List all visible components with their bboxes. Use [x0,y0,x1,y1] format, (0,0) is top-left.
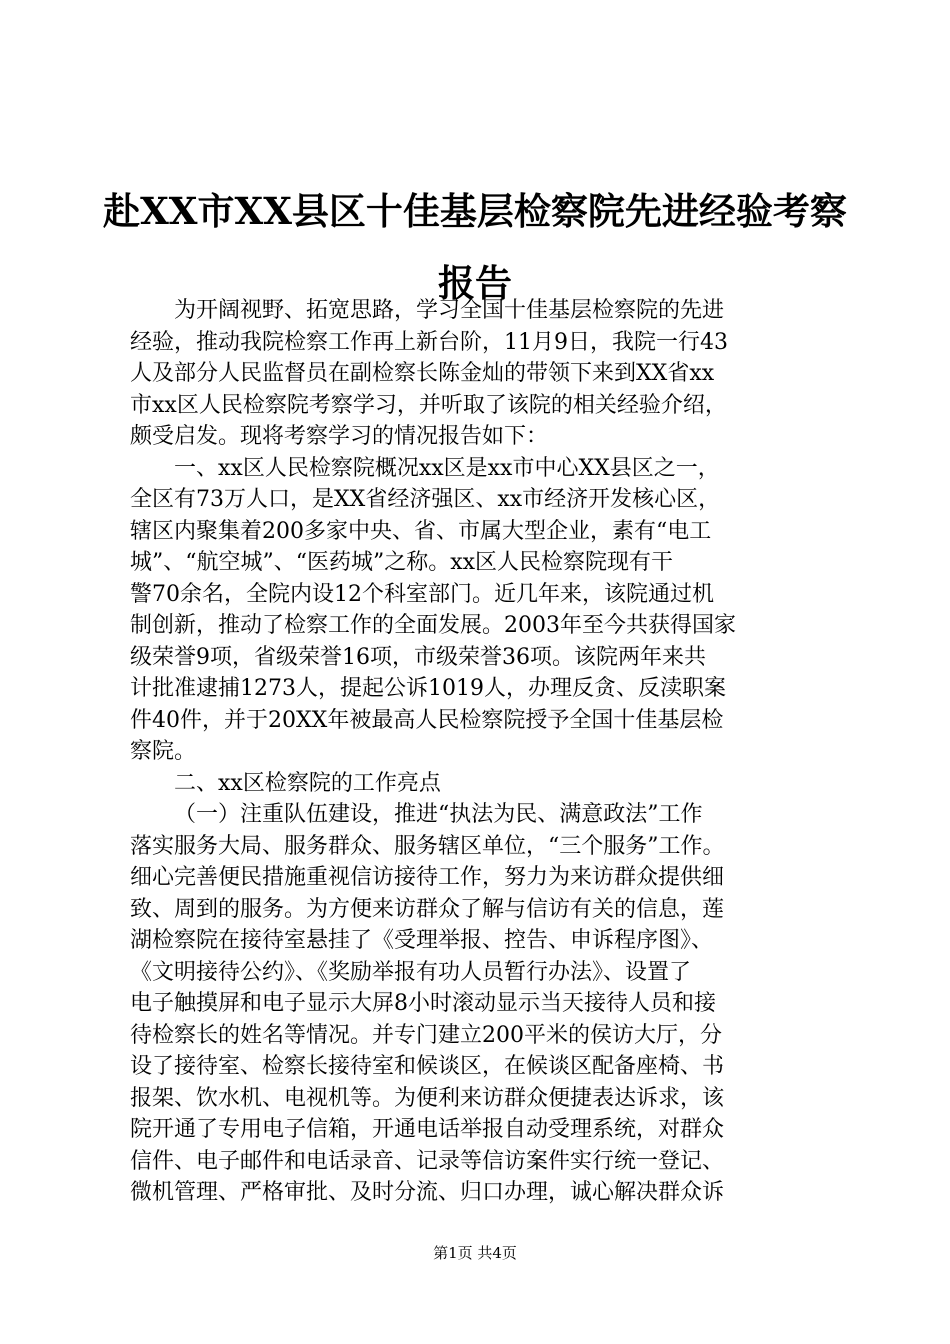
paragraph-line: 级荣誉9项，省级荣誉16项，市级荣誉36项。该院两年来共 [130,644,706,670]
paragraph-line: 细心完善便民措施重视信访接待工作，努力为来访群众提供细 [130,865,725,890]
paragraph-line: 人及部分人民监督员在副检察长陈金灿的带领下来到XX省xx [130,361,715,386]
title-line-2: 报告 [438,261,512,305]
document-body [130,295,830,1209]
paragraph-line: 计批准逮捕1273人，提起公诉1019人，办理反贪、反渎职案 [130,676,726,701]
paragraph-line: 察院。 [130,739,197,764]
paragraph-line: 待检察长的姓名等情况。并专门建立200平米的侯访大厅，分 [130,1022,722,1048]
paragraph-line: 警70余名，全院内设12个科室部门。近几年来，该院通过机 [130,581,714,607]
paragraph-line: 《文明接待公约》、《奖励举报有功人员暂行办法》、设置了 [130,959,692,985]
paragraph-line: 辖区内聚集着200多家中央、省、市属大型企业，素有“电工 [130,518,712,544]
paragraph-line: 致、周到的服务。为方便来访群众了解与信访有关的信息，莲 [130,896,725,922]
paragraph-line: 微机管理、严格审批、及时分流、归口办理，诚心解决群众诉 [130,1180,725,1205]
page-footer: 第1页 共4页 [433,1244,517,1262]
section-heading-line: 一、xx区人民检察院概况xx区是xx市中心XX县区之一， [174,455,720,481]
subsection-heading-line: （一）注重队伍建设，推进“执法为民、满意政法”工作 [174,802,703,827]
paragraph-line: 经验，推动我院检察工作再上新台阶，11月9日，我院一行43 [130,329,728,355]
paragraph-line: 湖检察院在接待室悬挂了《受理举报、控告、申诉程序图》、 [130,928,714,953]
paragraph-line: 城”、“航空城”、“医药城”之称。xx区人民检察院现有干 [130,550,674,575]
section-heading-line: 二、xx区检察院的工作亮点 [174,770,441,796]
paragraph-line: 设了接待室、检察长接待室和候谈区，在候谈区配备座椅、书 [130,1054,725,1079]
paragraph-line: 件40件，并于20XX年被最高人民检察院授予全国十佳基层检 [130,707,724,733]
paragraph-line: 全区有73万人口，是XX省经济强区、xx市经济开发核心区， [130,487,721,512]
paragraph-line: 院开通了专用电子信箱，开通电话举报自动受理系统，对群众 [130,1117,725,1142]
paragraph-line: 报架、饮水机、电视机等。为便利来访群众便捷表达诉求，该 [130,1085,725,1111]
paragraph-line: 市xx区人民检察院考察学习，并听取了该院的相关经验介绍， [130,392,727,418]
paragraph-line: 为开阔视野、拓宽思路，学习全国十佳基层检察院的先进 [174,298,725,323]
paragraph-line: 电子触摸屏和电子显示大屏8小时滚动显示当天接待人员和接 [130,991,716,1016]
paragraph-line: 落实服务大局、服务群众、服务辖区单位，“三个服务”工作。 [130,833,725,859]
title-line-1: 赴XX市XX县区十佳基层检察院先进经验考察 [103,189,847,233]
paragraph-line: 制创新，推动了检察工作的全面发展。2003年至今共获得国家 [130,613,736,638]
paragraph-line: 颇受启发。现将考察学习的情况报告如下： [130,424,549,449]
paragraph-line: 信件、电子邮件和电话录音、记录等信访案件实行统一登记、 [130,1148,725,1174]
